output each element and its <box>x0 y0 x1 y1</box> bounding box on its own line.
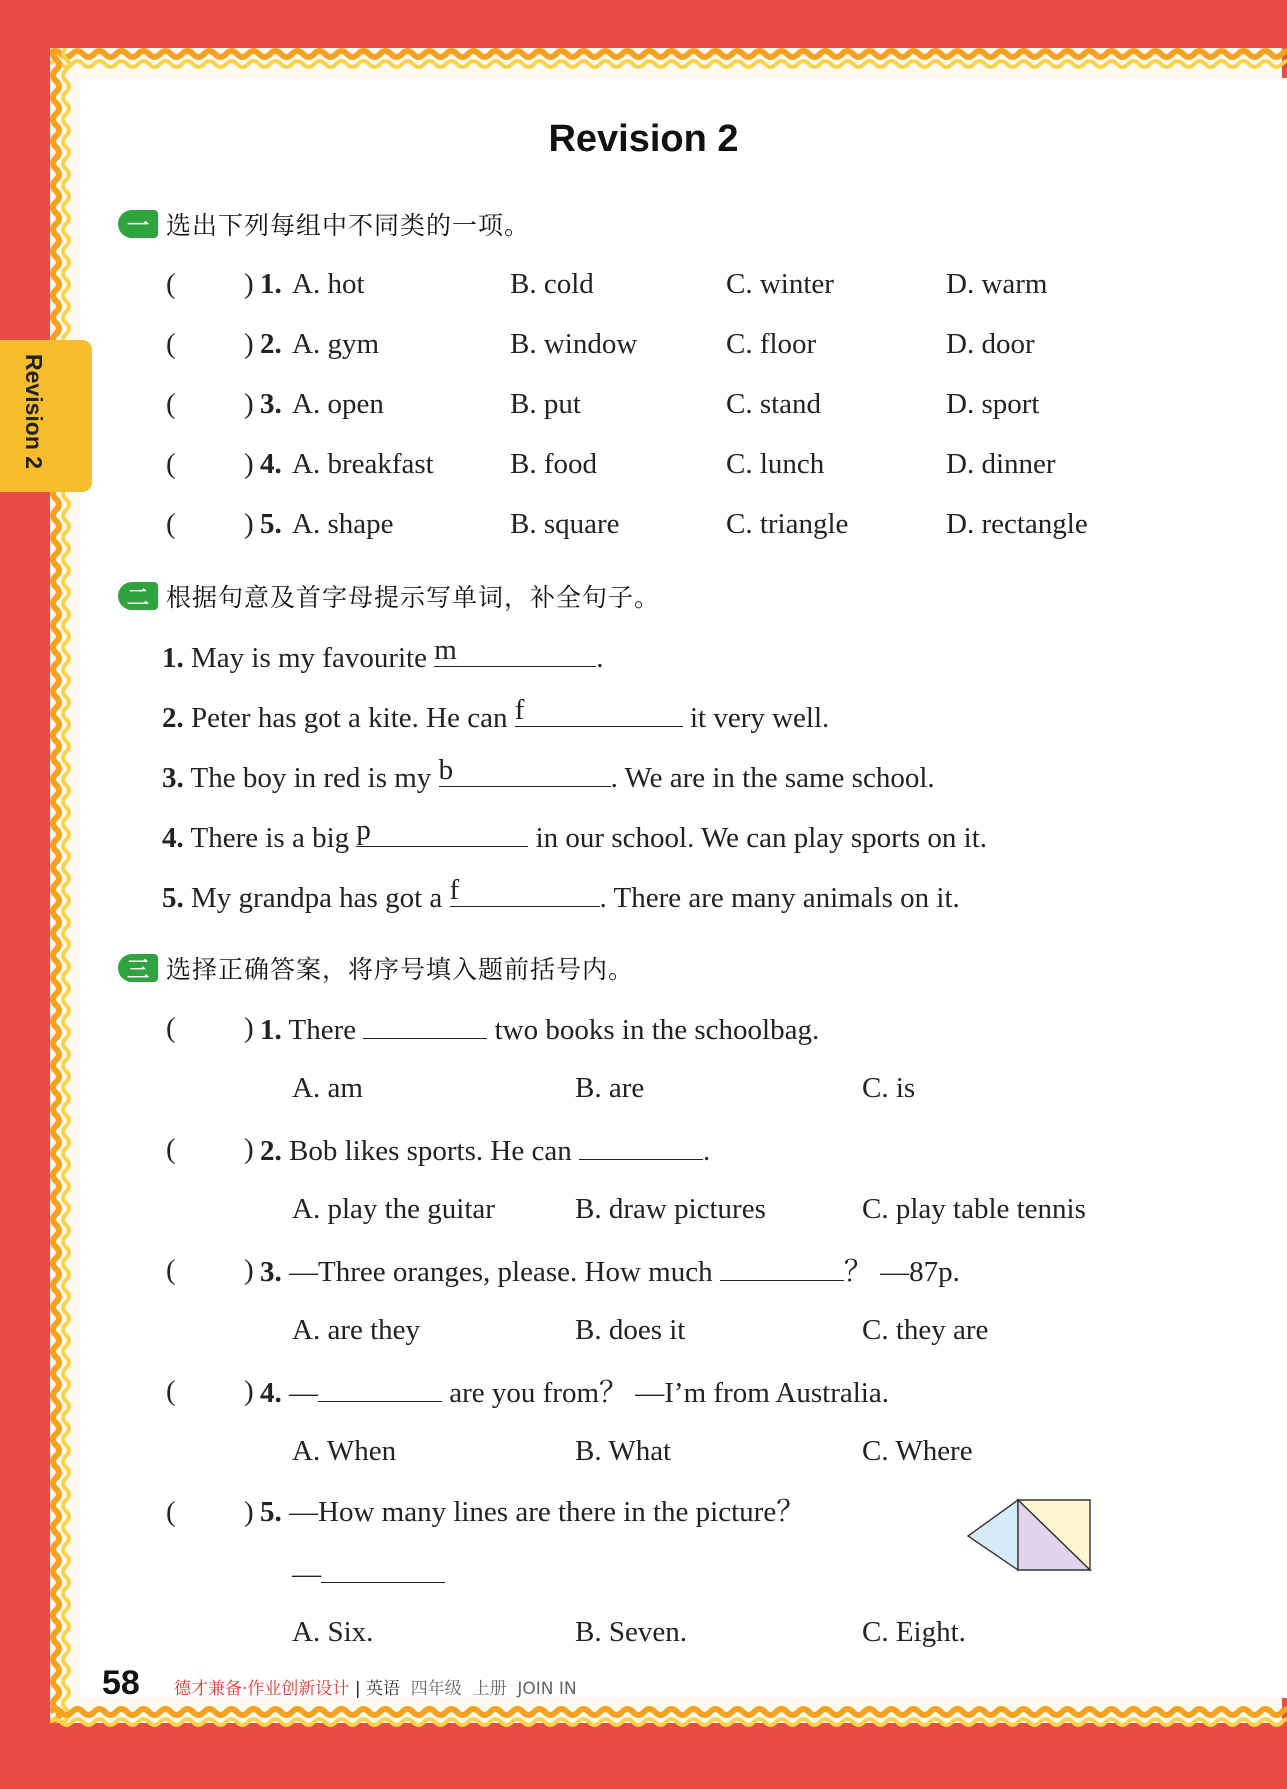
question-number: 1. <box>162 642 184 674</box>
answer-paren-right: ) <box>244 1496 254 1528</box>
option-d: D. rectangle <box>946 508 1088 540</box>
s3-question-row <box>0 1250 1287 1290</box>
footer-brand: 德才兼备·作业创新设计 <box>174 1679 350 1699</box>
option-c: C. play table tennis <box>862 1193 1086 1225</box>
answer-blank[interactable] <box>180 444 240 478</box>
initial-letter: b <box>438 754 454 786</box>
s1-question-row <box>0 444 1287 484</box>
footer-subject: 英语 <box>365 1679 400 1699</box>
s1-question-row <box>0 504 1287 544</box>
initial-letter: p <box>356 814 371 846</box>
option-a: A. open <box>292 388 384 420</box>
answer-paren-right: ) <box>244 1012 254 1044</box>
decorative-wave-border-bottom <box>50 1698 1287 1738</box>
question-stem: — <box>289 1377 318 1409</box>
answer-blank[interactable] <box>180 1008 240 1042</box>
footer-volume: 上册 <box>472 1679 507 1699</box>
question-number: 5. <box>162 882 184 914</box>
question-number: 2. <box>260 328 282 360</box>
option-b: B. draw pictures <box>575 1193 766 1225</box>
option-a: A. gym <box>292 328 379 360</box>
question-number: 4. <box>162 822 184 854</box>
footer-separator: | <box>354 1679 361 1699</box>
answer-paren-left: ( <box>166 1254 176 1286</box>
word-blank[interactable] <box>356 816 528 847</box>
option-a: A. hot <box>292 268 365 300</box>
sentence-start: The boy in red is my <box>190 762 432 794</box>
word-blank[interactable] <box>439 756 611 787</box>
answer-paren-left: ( <box>166 508 176 540</box>
option-b: B. window <box>510 328 638 360</box>
answer-paren-right: ) <box>244 1375 254 1407</box>
s2-sentence <box>162 636 603 678</box>
section3-badge: 三 <box>118 954 158 982</box>
option-c: C. is <box>862 1072 916 1104</box>
side-tab-label: Revision 2 <box>21 354 47 470</box>
footer-info <box>174 1674 577 1699</box>
answer-paren-left: ( <box>166 1133 176 1165</box>
option-d: D. door <box>946 328 1035 360</box>
answer-paren-left: ( <box>166 448 176 480</box>
sentence-end: in our school. We can play sports on it. <box>528 822 988 854</box>
sentence-end: it very well. <box>682 702 830 734</box>
option-d: D. sport <box>946 388 1040 420</box>
option-c: C. floor <box>726 328 817 360</box>
lines-picture <box>966 1498 1094 1574</box>
question-number: 3. <box>162 762 184 794</box>
sentence-end: . <box>596 642 604 674</box>
option-c: C. stand <box>726 388 822 420</box>
answer-line[interactable] <box>318 1371 442 1402</box>
question-number: 3. <box>260 1256 282 1288</box>
answer-blank[interactable] <box>180 1250 240 1284</box>
option-a: A. am <box>292 1072 363 1104</box>
question-text <box>260 1250 960 1292</box>
page-title: Revision 2 <box>548 118 739 160</box>
answer-paren-right: ) <box>244 328 254 360</box>
decorative-wave-border-top <box>50 38 1287 78</box>
section2-badge: 二 <box>118 582 158 610</box>
answer-paren-left: ( <box>166 1496 176 1528</box>
s2-sentence <box>162 816 987 858</box>
option-c: C. Eight. <box>862 1616 966 1648</box>
s2-sentence <box>162 696 829 738</box>
sentence-start: Peter has got a kite. He can <box>191 702 508 734</box>
answer-blank[interactable] <box>180 1492 240 1526</box>
option-c: C. winter <box>726 268 834 300</box>
section1-instruction: 选出下列每组中不同类的一项。 <box>166 211 531 240</box>
answer-paren-right: ) <box>244 448 254 480</box>
option-a: A. play the guitar <box>292 1193 495 1225</box>
answer-paren-right: ) <box>244 1254 254 1286</box>
answer-blank[interactable] <box>180 1371 240 1405</box>
s1-question-row <box>0 384 1287 424</box>
option-a: A. breakfast <box>292 448 434 480</box>
question-stem: Bob likes sports. He can <box>289 1135 572 1167</box>
answer-blank[interactable] <box>180 1129 240 1163</box>
question-number: 1. <box>260 1014 282 1046</box>
option-b: B. put <box>510 388 581 420</box>
sentence-end: . There are many animals on it. <box>599 882 960 914</box>
options-row <box>0 1310 1287 1350</box>
sentence-start: May is my favourite <box>191 642 427 674</box>
footer-edition: JOIN IN <box>517 1679 577 1699</box>
options-row <box>0 1612 1287 1652</box>
sentence-start: My grandpa has got a <box>191 882 443 914</box>
option-a: A. are they <box>292 1314 421 1346</box>
question-number: 3. <box>260 388 282 420</box>
option-b: B. Seven. <box>575 1616 687 1648</box>
option-c: C. Where <box>862 1435 973 1467</box>
answer-blank[interactable] <box>180 504 240 538</box>
word-blank[interactable] <box>450 876 600 907</box>
s2-sentence <box>162 876 960 918</box>
question-stem: —How many lines are there in the picture？ <box>289 1496 806 1528</box>
answer-paren-left: ( <box>166 268 176 300</box>
options-row <box>0 1431 1287 1471</box>
option-a: A. shape <box>292 508 394 540</box>
answer-paren-left: ( <box>166 1375 176 1407</box>
question-number: 4. <box>260 448 282 480</box>
answer-line-row <box>292 1552 445 1592</box>
question-end: two books in the schoolbag. <box>487 1014 820 1046</box>
option-d: D. warm <box>946 268 1048 300</box>
option-b: B. cold <box>510 268 594 300</box>
option-c: C. they are <box>862 1314 989 1346</box>
question-number: 2. <box>162 702 184 734</box>
question-number: 1. <box>260 268 282 300</box>
option-a: A. When <box>292 1435 397 1467</box>
footer-grade: 四年级 <box>410 1679 462 1699</box>
answer-paren-left: ( <box>166 388 176 420</box>
word-blank[interactable] <box>434 636 596 667</box>
answer-paren-left: ( <box>166 1012 176 1044</box>
sentence-start: There is a big <box>190 822 350 854</box>
answer-paren-left: ( <box>166 328 176 360</box>
initial-letter: m <box>434 634 457 666</box>
option-b: B. does it <box>575 1314 686 1346</box>
answer-line[interactable] <box>363 1008 487 1039</box>
section2-instruction: 根据句意及首字母提示写单词，补全句子。 <box>166 583 661 612</box>
question-end: are you from？ —I’m from Australia. <box>442 1377 889 1409</box>
option-c: C. triangle <box>726 508 849 540</box>
s1-question-row <box>0 264 1287 304</box>
word-blank[interactable] <box>515 696 683 727</box>
initial-letter: f <box>449 874 460 906</box>
section3-instruction: 选择正确答案，将序号填入题前括号内。 <box>166 955 635 984</box>
initial-letter: f <box>514 694 525 726</box>
section1-badge: 一 <box>118 210 158 238</box>
option-b: B. food <box>510 448 597 480</box>
page-number: 58 <box>102 1664 140 1702</box>
section2-header <box>118 580 660 612</box>
s2-sentence <box>162 756 935 798</box>
answer-blank[interactable] <box>180 264 240 298</box>
option-c: C. lunch <box>726 448 825 480</box>
question-stem: —Three oranges, please. How much <box>289 1256 713 1288</box>
s3-question-row <box>0 1129 1287 1169</box>
options-row <box>0 1068 1287 1108</box>
question-number: 2. <box>260 1135 282 1167</box>
section3-header <box>118 952 634 984</box>
option-b: B. What <box>575 1435 672 1467</box>
option-d: D. dinner <box>946 448 1056 480</box>
answer-blank[interactable] <box>180 384 240 418</box>
answer-paren-right: ) <box>244 1133 254 1165</box>
s1-question-row <box>0 324 1287 364</box>
question-number: 5. <box>260 1496 282 1528</box>
section1-header <box>118 208 530 240</box>
question-end: ？ —87p. <box>843 1256 960 1288</box>
answer-paren-right: ) <box>244 508 254 540</box>
options-row <box>0 1189 1287 1229</box>
option-b: B. are <box>575 1072 645 1104</box>
question-number: 5. <box>260 508 282 540</box>
question-text <box>260 1492 805 1532</box>
answer-line[interactable] <box>720 1250 844 1281</box>
answer-paren-right: ) <box>244 388 254 420</box>
question-end: . <box>702 1135 711 1167</box>
question-text <box>260 1008 819 1050</box>
s3-question-row <box>0 1371 1287 1411</box>
question-text <box>260 1371 889 1413</box>
answer-dash: — <box>292 1558 321 1590</box>
answer-blank[interactable] <box>180 324 240 358</box>
answer-line[interactable] <box>579 1129 703 1160</box>
question-text <box>260 1129 710 1171</box>
option-a: A. Six. <box>292 1616 374 1648</box>
question-number: 4. <box>260 1377 282 1409</box>
answer-paren-right: ) <box>244 268 254 300</box>
answer-line[interactable] <box>321 1552 445 1583</box>
option-b: B. square <box>510 508 620 540</box>
sentence-end: . We are in the same school. <box>610 762 935 794</box>
question-stem: There <box>288 1014 357 1046</box>
s3-question-row <box>0 1008 1287 1048</box>
